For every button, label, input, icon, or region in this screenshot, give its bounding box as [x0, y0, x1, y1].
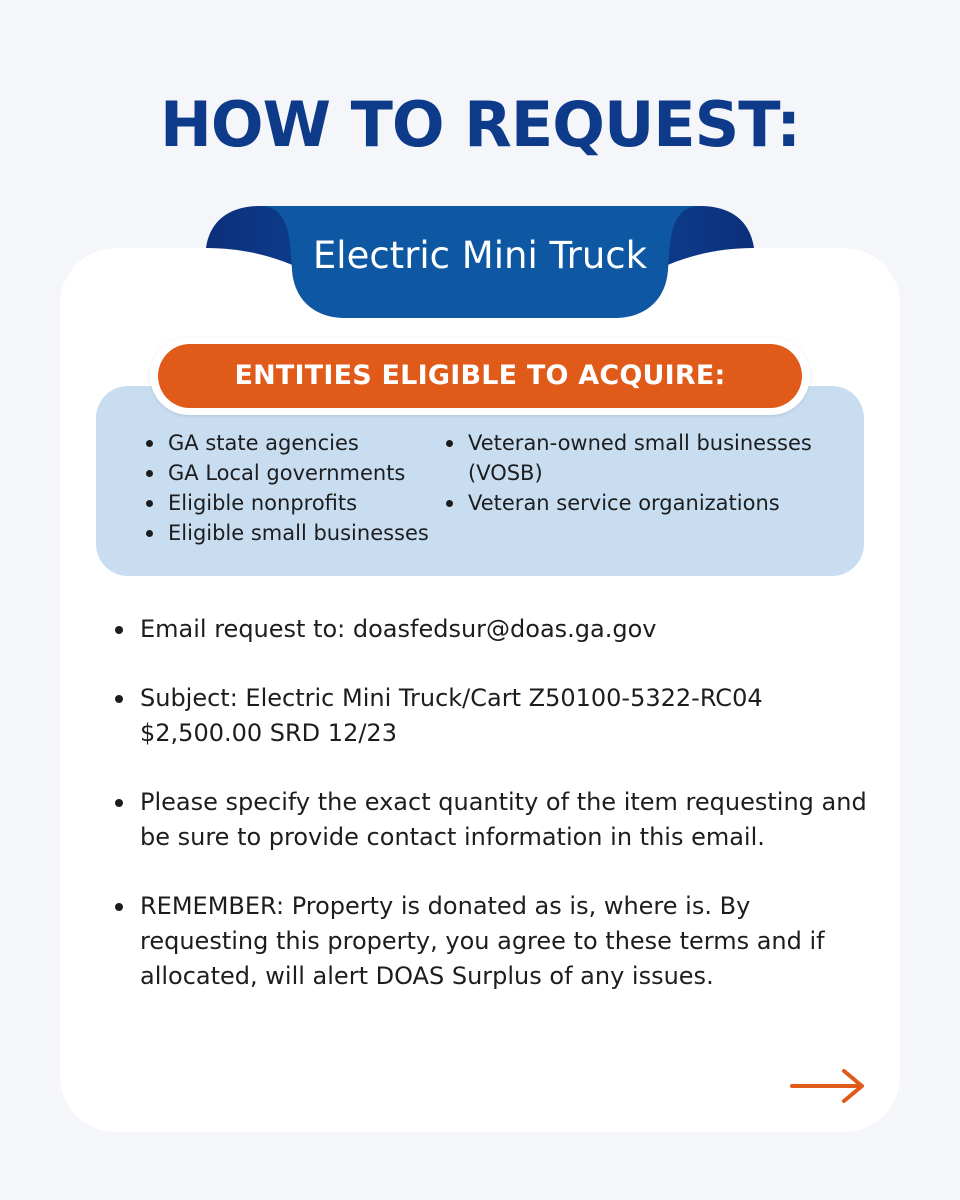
instruction-remember: REMEMBER: Property is donated as is, where is. By requesting this property, you agree to these terms and if allocated, will alert DOAS Surplus of any issues.: [112, 889, 872, 994]
list-item: GA state agencies: [142, 428, 452, 458]
list-item: GA Local governments: [142, 458, 452, 488]
arrow-right-icon[interactable]: [790, 1068, 866, 1104]
eligible-list-left: [142, 428, 452, 548]
list-item: Eligible nonprofits: [142, 488, 452, 518]
list-item: Eligible small businesses: [142, 518, 452, 548]
instruction-subject: Subject: Electric Mini Truck/Cart Z50100-5322-RC04 $2,500.00 SRD 12/23: [112, 681, 872, 751]
instruction-email: Email request to: doasfedsur@doas.ga.gov: [112, 612, 872, 647]
list-item: Veteran service organizations: [442, 488, 852, 518]
eligible-list-right: [442, 428, 852, 518]
instructions-list: [112, 612, 872, 1028]
eligible-heading: ENTITIES ELIGIBLE TO ACQUIRE:: [158, 344, 802, 408]
page-title: HOW TO REQUEST:: [160, 88, 800, 161]
list-item: Veteran-owned small businesses (VOSB): [442, 428, 852, 488]
instruction-quantity: Please specify the exact quantity of the item requesting and be sure to provide contact information in this email.: [112, 785, 872, 855]
ribbon-title: Electric Mini Truck: [312, 234, 648, 277]
